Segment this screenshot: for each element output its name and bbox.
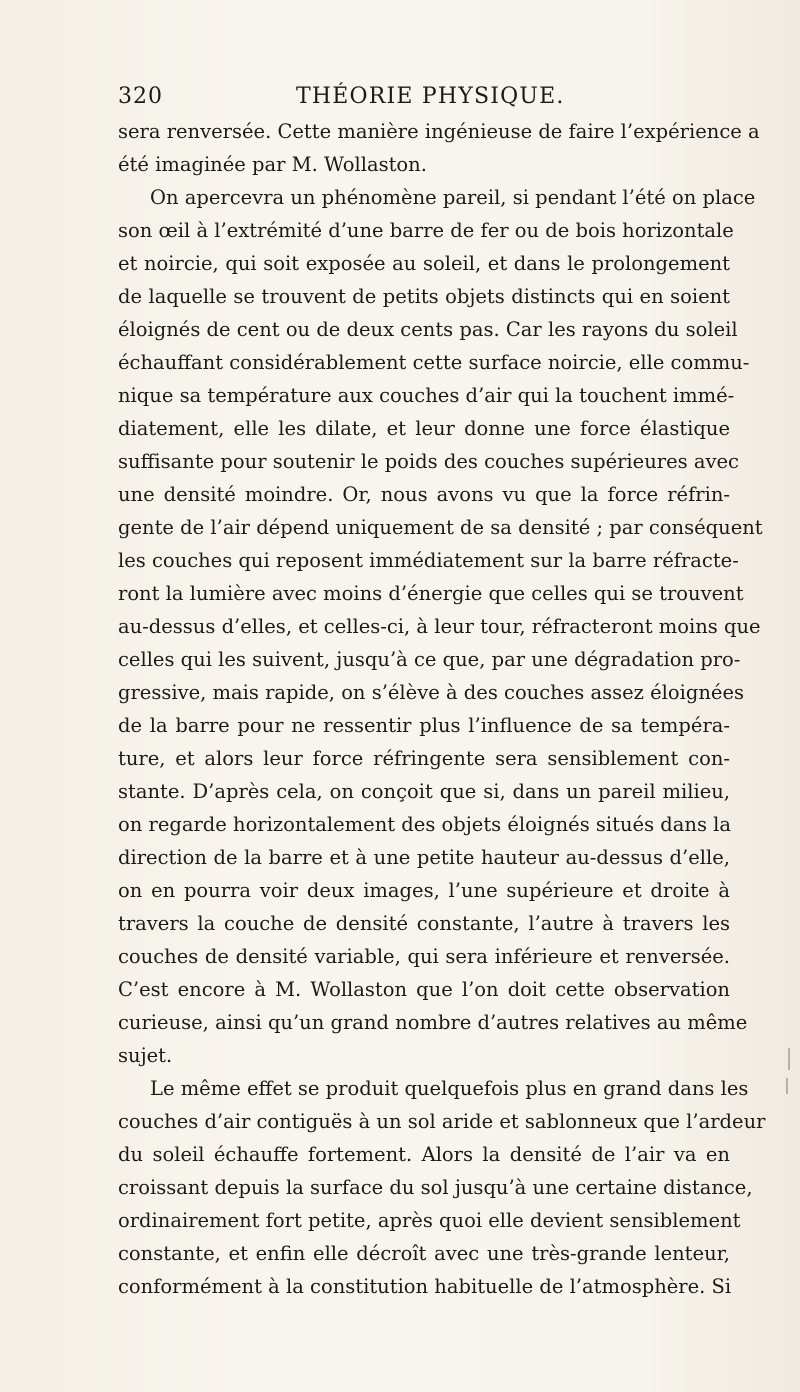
text-line: les couches qui reposent immédiatement sur la barre réfracte- bbox=[118, 549, 739, 572]
text-line: diatement, elle les dilate, et leur donne une force élastique bbox=[118, 417, 730, 440]
text-line: son œil à l’extrémité d’une barre de fer ou de bois horizontale bbox=[118, 219, 734, 242]
running-title: THÉORIE PHYSIQUE. bbox=[296, 84, 565, 109]
text-line: couches d’air contiguës à un sol aride et sablonneux que l’ardeur bbox=[118, 1110, 766, 1133]
text-line: échauffant considérablement cette surface noircie, elle commu- bbox=[118, 351, 750, 374]
text-line: celles qui les suivent, jusqu’à ce que, par une dégradation pro- bbox=[118, 648, 741, 671]
text-line: ront la lumière avec moins d’énergie que celles qui se trouvent bbox=[118, 582, 744, 605]
text-line: une densité moindre. Or, nous avons vu que la force réfrin- bbox=[118, 483, 730, 506]
text-line: conformément à la constitution habituelle de l’atmosphère. Si bbox=[118, 1275, 732, 1298]
text-line: on regarde horizontalement des objets éloignés situés dans la bbox=[118, 813, 732, 836]
text-line: sera renversée. Cette manière ingénieuse de faire l’expérience a bbox=[118, 120, 760, 143]
page-number: 320 bbox=[118, 84, 163, 109]
text-line: ture, et alors leur force réfringente sera sensiblement con- bbox=[118, 747, 730, 770]
text-line: ordinairement fort petite, après quoi elle devient sensiblement bbox=[118, 1209, 741, 1232]
text-line: direction de la barre et à une petite hauteur au-dessus d’elle, bbox=[118, 846, 730, 869]
text-line: éloignés de cent ou de deux cents pas. Car les rayons du soleil bbox=[118, 318, 738, 341]
text-line: et noircie, qui soit exposée au soleil, et dans le prolongement bbox=[118, 252, 730, 275]
text-line: nique sa température aux couches d’air qui la touchent immé- bbox=[118, 384, 735, 407]
text-line: gente de l’air dépend uniquement de sa densité ; par conséquent bbox=[118, 516, 763, 539]
text-line: été imaginée par M. Wollaston. bbox=[118, 153, 427, 176]
text-line: C’est encore à M. Wollaston que l’on doit cette observation bbox=[118, 978, 730, 1001]
text-line: suffisante pour soutenir le poids des couches supérieures avec bbox=[118, 450, 739, 473]
text-line: curieuse, ainsi qu’un grand nombre d’autres relatives au même bbox=[118, 1011, 748, 1034]
text-line: gressive, mais rapide, on s’élève à des couches assez éloignées bbox=[118, 681, 744, 704]
margin-mark bbox=[786, 1078, 788, 1094]
text-line: de laquelle se trouvent de petits objets distincts qui en soient bbox=[118, 285, 730, 308]
text-line: sujet. bbox=[118, 1044, 173, 1067]
text-line: constante, et enfin elle décroît avec une très-grande lenteur, bbox=[118, 1242, 730, 1265]
margin-mark bbox=[788, 1048, 790, 1070]
text-line: stante. D’après cela, on conçoit que si, dans un pareil milieu, bbox=[118, 780, 730, 803]
text-line: au-dessus d’elles, et celles-ci, à leur tour, réfracteront moins que bbox=[118, 615, 761, 638]
text-line: couches de densité variable, qui sera inférieure et renversée. bbox=[118, 945, 730, 968]
text-line: de la barre pour ne ressentir plus l’influence de sa tempéra- bbox=[118, 714, 730, 737]
text-line: on en pourra voir deux images, l’une supérieure et droite à bbox=[118, 879, 730, 902]
text-line: travers la couche de densité constante, l’autre à travers les bbox=[118, 912, 730, 935]
paragraph-start-line: On apercevra un phénomène pareil, si pendant l’été on place bbox=[150, 186, 756, 209]
running-head bbox=[118, 84, 718, 114]
text-line: croissant depuis la surface du sol jusqu’à une certaine distance, bbox=[118, 1176, 753, 1199]
paragraph-start-line: Le même effet se produit quelquefois plus en grand dans les bbox=[150, 1077, 749, 1100]
text-line: du soleil échauffe fortement. Alors la densité de l’air va en bbox=[118, 1143, 730, 1166]
